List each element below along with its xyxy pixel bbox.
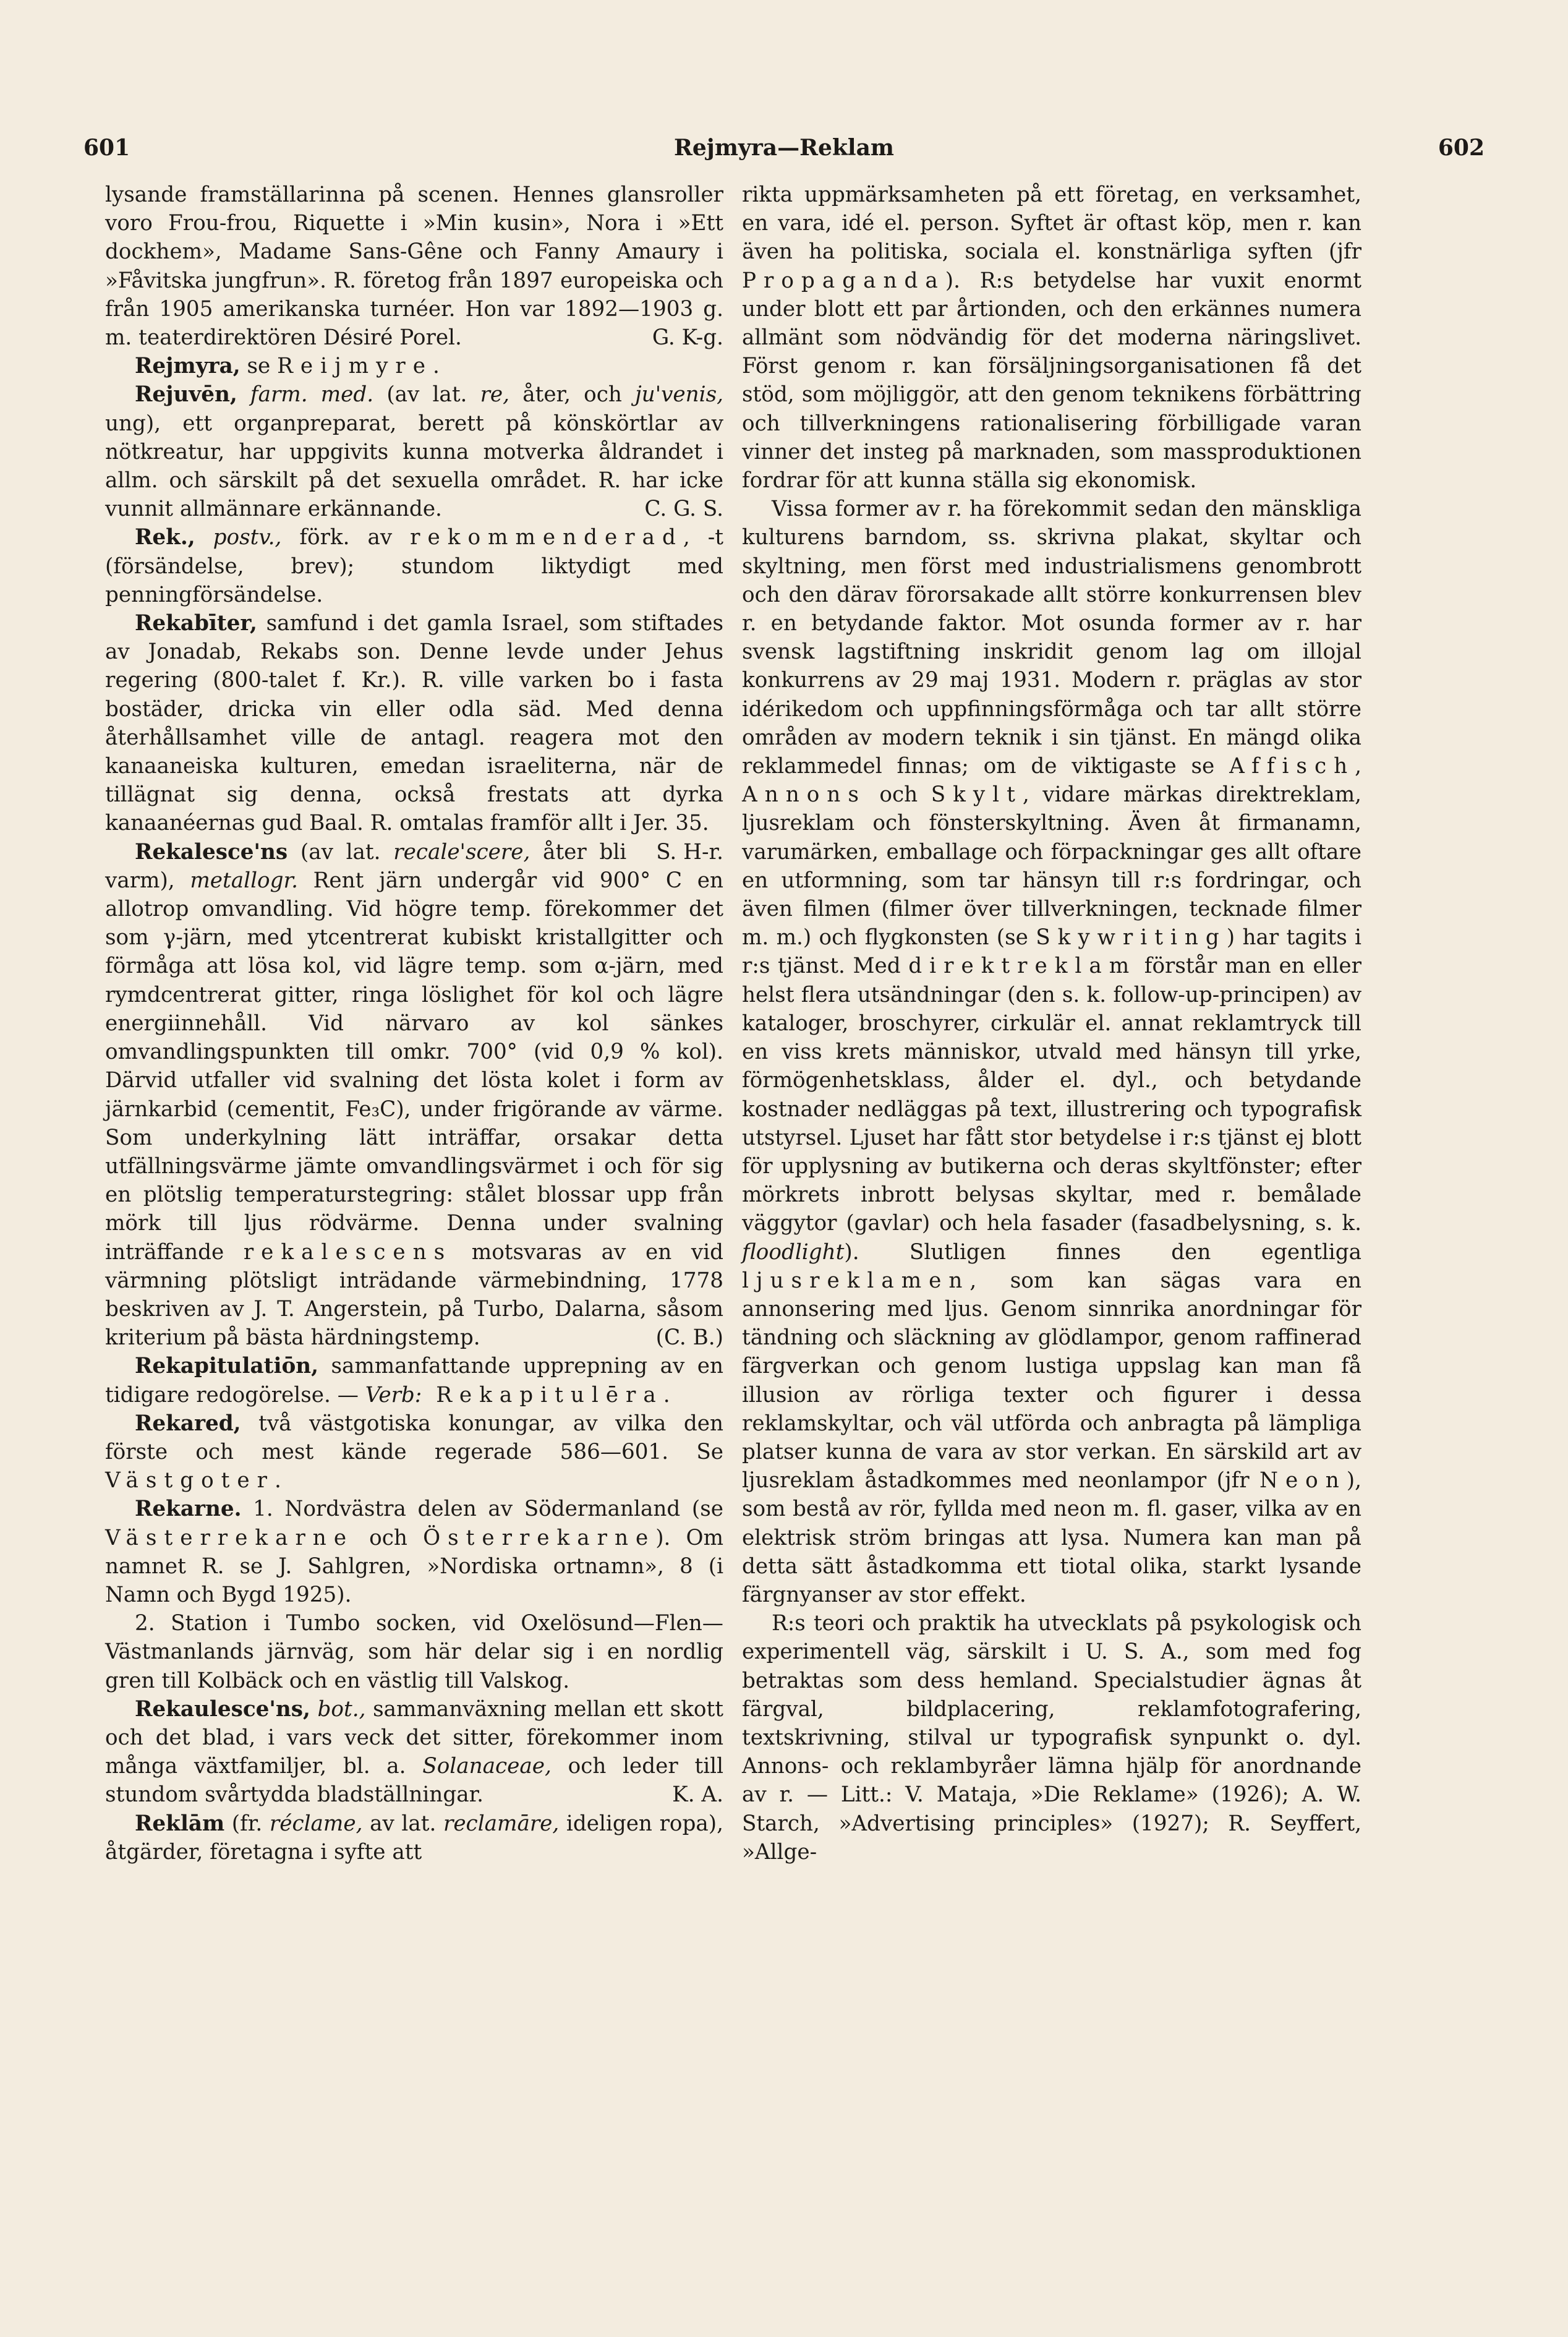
text-run: (av lat. bbox=[373, 382, 480, 408]
text-run: bot., bbox=[310, 1696, 366, 1722]
headword: Rekabīter, bbox=[135, 611, 257, 636]
text-run: . bbox=[663, 1382, 670, 1408]
entry-rekaulescens bbox=[105, 1695, 723, 1809]
text-run: åter bli varm), bbox=[105, 839, 627, 893]
text-run: rekalescens bbox=[243, 1239, 453, 1265]
text-run: , bbox=[1355, 754, 1361, 779]
text-run: Reijmyre bbox=[277, 354, 433, 379]
entry-rekared bbox=[105, 1409, 723, 1495]
text-run: ideligen ropa), åtgärder, företagna i syfte att bbox=[105, 1811, 723, 1865]
entry-rekarne bbox=[105, 1495, 723, 1609]
text-run: förk. av bbox=[281, 525, 411, 550]
text-run: , vidare märkas direktreklam, ljusreklam och fönsterskyltning. Även åt firmanamn, varumärken, emballage och förpackningar ges allt oftare en utformning, som tar hänsyn till r:s fordringar, och även filmen (filmer över tillverkningen, tecknade filmer m. m.) och flygkonsten (se bbox=[742, 782, 1361, 951]
text-run: samfund i det gamla Israel, som stiftades av Jonadab, Rekabs son. Denne levde under Jehus regering (800-talet f. Kr.). R. ville varken bo i fasta bostäder, dricka vin eller odla säd. Med denna återhållsamhet ville de antagl. reagera mot den kanaaneiska kulturen, emedan israeliterna, när de tillägnat sig denna, också frestats att dyrka kanaanéernas gud Baal. R. omtalas framför allt i Jer. 35. bbox=[105, 611, 723, 836]
entry-continuation bbox=[105, 181, 723, 352]
text-run: sammanväxning mellan ett skott och det blad, i vars veck det sitter, förekommer inom många växtfamiljer, bl. a. bbox=[105, 1696, 723, 1779]
text-run: Affisch bbox=[1229, 754, 1355, 779]
text-run: rekommenderad bbox=[410, 525, 683, 550]
text-run: Västgoter bbox=[105, 1468, 275, 1493]
text-run: Skywriting bbox=[1036, 925, 1227, 951]
text-run: ung), ett organpreparat, berett på könskörtlar av nötkreatur, har uppgivits kunna motverka åldrandet i allm. och särskilt på det sexuella området. R. har icke vunnit allmännare erkännande. bbox=[105, 411, 723, 522]
entry-rejuven bbox=[105, 380, 723, 523]
entry-rejmyra bbox=[105, 352, 723, 380]
author-signature: G. K-g. bbox=[652, 325, 723, 351]
text-run: två västgotiska konungar, av vilka den förste och mest kände regerade 586—601. Se bbox=[105, 1411, 723, 1464]
page-header bbox=[83, 135, 1485, 172]
left-column bbox=[105, 181, 723, 1866]
text-run: 1. Nordvästra delen av Södermanland (se bbox=[241, 1497, 723, 1522]
text-run: recale'scere, bbox=[393, 839, 530, 865]
text-run: förstår man en eller helst flera utsändningar (den s. k. follow-up-principen) av kataloger, broschyrer, cirkulär el. annat reklamtryck till en viss krets människor, utvald med hänsyn till yrke, förmögenhetsklass, ålder el. dyl., och betydande kostnader nedläggas på text, illustrering och typografisk utstyrsel. Ljuset har fått stor betydelse i r:s tjänst ej blott för upplysning av butikerna och deras skyltfönster; efter mörkrets inbrott belysas skyltar, med r. bemålade väggytor (gavlar) och hela fasader (fasadbelysning, s. k. bbox=[742, 954, 1361, 1236]
headword: Rek., bbox=[135, 525, 195, 550]
author-signature: K. A. bbox=[672, 1782, 723, 1808]
running-title: Rejmyra—Reklam bbox=[673, 135, 894, 161]
text-run: ljusreklamen bbox=[742, 1268, 970, 1293]
text-run: och bbox=[866, 782, 931, 808]
text-run: sammanfattande upprepning av en tidigare redogörelse. — bbox=[105, 1354, 723, 1408]
author-signature: C. G. S. bbox=[644, 497, 723, 522]
text-run: réclame, bbox=[269, 1811, 363, 1836]
entry-rekalescens bbox=[105, 838, 723, 1352]
entry-rek bbox=[105, 523, 723, 609]
text-run: lysande framställarinna på scenen. Hennes glansroller voro Frou-frou, Riquette i »Min kusin», Nora i »Ett dockhem», Madame Sans-Gêne och Fanny Amaury i »Fåvitska jungfrun». R. företog från 1897 europeiska och från 1905 amerikanska turnéer. Hon var 1892—1903 g. m. teaterdirektören Désiré Porel. bbox=[105, 182, 723, 351]
headword: Reklām bbox=[135, 1811, 225, 1836]
entry-rekarne-2: 2. Station i Tumbo socken, vid Oxelösund—Flen—Västmanlands järnväg, som här delar sig i en nordlig gren till Kolbäck och en västlig till Valskog. bbox=[105, 1611, 723, 1693]
text-run: Rent järn undergår vid 900° C en allotrop omvandling. Vid högre temp. förekommer det som γ-järn, med ytcentrerat kubiskt kristallgitter och förmåga att lösa kol, vid lägre temp. som α-järn, med rymdcentrerat gitter, ringa löslighet för kol och lägre energiinnehåll. Vid närvaro av kol sänkes omvandlingspunkten till omkr. 700° (vid 0,9 % kol). Därvid utfaller vid svalning det lösta kolet i form av järnkarbid (cementit, Fe₃C), under frigörande av värme. Som underkylning lätt inträffar, orsakar detta utfällningsvärme jämte omvandlingsvärmet i och för sig en plötslig temperaturstegring: stålet blossar upp från mörk till ljus rödvärme. Denna under svalning inträffande bbox=[105, 868, 723, 1265]
author-signature: (C. B.) bbox=[655, 1325, 723, 1351]
text-run: direktreklam bbox=[908, 954, 1137, 979]
text-run: Neon bbox=[1259, 1468, 1347, 1493]
text-run: re, bbox=[480, 382, 510, 408]
text-run: åter, och bbox=[509, 382, 636, 408]
text-run: Solanaceae, bbox=[422, 1754, 552, 1779]
reklam-paragraph-1 bbox=[742, 181, 1361, 495]
text-run: . bbox=[275, 1468, 281, 1493]
reklam-paragraph-2 bbox=[742, 495, 1361, 1609]
text-run: Verb: bbox=[365, 1382, 422, 1408]
text-run: (fr. bbox=[224, 1811, 270, 1836]
text-run: reclamāre, bbox=[443, 1811, 560, 1836]
text-run: motsvaras av en vid värmning plötsligt inträdande värmebindning, 1778 beskriven av J. T. Angerstein, på Turbo, Dalarna, såsom kriterium på bästa härdningstemp. bbox=[105, 1239, 723, 1351]
text-run: Vissa former av r. ha förekommit sedan den mänskliga kulturens barndom, ss. skrivna plakat, skyltar och skyltning, men först med industrialismens genombrott och den därav förorsakade allt större konkurrensen blev r. en betydande faktor. Mot osunda former av r. har svensk lagstiftning inskridit genom lag om illojal konkurrens av 29 maj 1931. Modern r. präglas av stor idérikedom och uppfinningsförmåga och tar allt större områden av modern teknik i sin tjänst. En mängd olika reklammedel finnas; om de viktigaste se bbox=[742, 497, 1361, 779]
reklam-paragraph-3: R:s teori och praktik ha utvecklats på psykologisk och experimentell väg, särskilt i U. S. A., som med fog betraktas som dess hemland. Specialstudier ägnas åt färgval, bildplacering, reklamfotografering, textskrivning, stilval ur typografisk synpunkt o. dyl. Annons- och reklambyråer lämna hjälp för anordnande av r. — Litt.: V. Mataja, »Die Reklame» (1926); A. W. Starch, »Advertising principles» (1927); R. Seyffert, »Allge- bbox=[742, 1611, 1361, 1865]
text-run: och leder till stundom svårtydda bladställningar. bbox=[105, 1754, 724, 1808]
text-run: Propaganda bbox=[742, 268, 945, 293]
left-page-number: 601 bbox=[83, 135, 130, 161]
text-run: , som kan sägas vara en annonsering med ljus. Genom sinnrika anordningar för tändning och släckning av glödlampor, genom raffinerad färgverkan och genom lustiga uppslag kan man få illusion av rörliga texter och figurer i dessa reklamskyltar, och väl utförda och anbragta på lämpliga platser kunna de vara av stor verkan. En särskild art av ljusreklam åstadkommes med neonlampor (jfr bbox=[742, 1268, 1361, 1493]
text-run: ). R:s betydelse har vuxit enormt under blott ett par årtionden, och den erkännes numera allmänt som nödvändig för det moderna näringslivet. Först genom r. kan försäljningsorganisationen få det stöd, som möjliggör, att den genom teknikens förbättring och tillverkningens rationalisering förbilligade varan vinner det insteg på marknaden, som massproduktionen fordrar för att kunna ställa sig ekonomisk. bbox=[742, 268, 1361, 493]
text-run: Rekapitulēra bbox=[422, 1382, 663, 1408]
headword: Rekapitulatiōn, bbox=[135, 1354, 319, 1379]
text-run: rikta uppmärksamheten på ett företag, en verksamhet, en vara, idé el. person. Syftet är oftast köp, men r. kan även ha politiska, sociala el. konstnärliga syften (jfr bbox=[742, 182, 1361, 265]
text-run: . bbox=[432, 354, 440, 379]
text-run: Västerrekarne bbox=[105, 1525, 354, 1550]
author-signature: S. H-r. bbox=[656, 839, 723, 865]
text-run: Annons bbox=[742, 782, 866, 808]
headword: Rekared, bbox=[135, 1411, 241, 1436]
text-run: ). Om namnet R. se J. Sahlgren, »Nordiska ortnamn», 8 (i Namn och Bygd 1925). bbox=[105, 1525, 723, 1607]
text-run: ). Slutligen finnes den egentliga bbox=[844, 1239, 1361, 1265]
headword: Rekarne. bbox=[135, 1497, 242, 1522]
entry-rekapitulation bbox=[105, 1352, 723, 1409]
text-run: floodlight bbox=[742, 1239, 845, 1265]
text-run: metallogr. bbox=[190, 868, 298, 893]
text-run: ), som bestå av rör, fyllda med neon m. fl. gaser, vilka av en elektrisk ström bringas att lysa. Numera kan man på detta sätt åstadkomma ett tiotal olika, starkt lysande färgnyanser av stor effekt. bbox=[742, 1468, 1361, 1607]
text-run: se bbox=[240, 354, 278, 379]
text-run: ju'venis, bbox=[635, 382, 724, 408]
headword: Rekalesce'ns bbox=[135, 839, 288, 865]
text-run: Skylt bbox=[931, 782, 1023, 808]
text-run: , -t (försändelse, brev); stundom liktydigt med penningförsändelse. bbox=[105, 525, 723, 607]
text-run: (av lat. bbox=[288, 839, 394, 865]
right-column bbox=[742, 181, 1361, 1866]
text-run: och bbox=[354, 1525, 424, 1550]
text-run: farm. med. bbox=[237, 382, 374, 408]
text-run: ) har tagits i r:s tjänst. Med bbox=[742, 925, 1361, 979]
text-run: postv., bbox=[195, 525, 282, 550]
headword: Rejmyra, bbox=[135, 354, 241, 379]
right-page-number: 602 bbox=[1438, 135, 1485, 161]
text-run: av lat. bbox=[362, 1811, 443, 1836]
entry-reklam bbox=[105, 1809, 723, 1866]
headword: Rekaulesce'ns, bbox=[135, 1696, 310, 1722]
headword: Rejuvēn, bbox=[135, 382, 237, 408]
text-run: Österrekarne bbox=[423, 1525, 656, 1550]
